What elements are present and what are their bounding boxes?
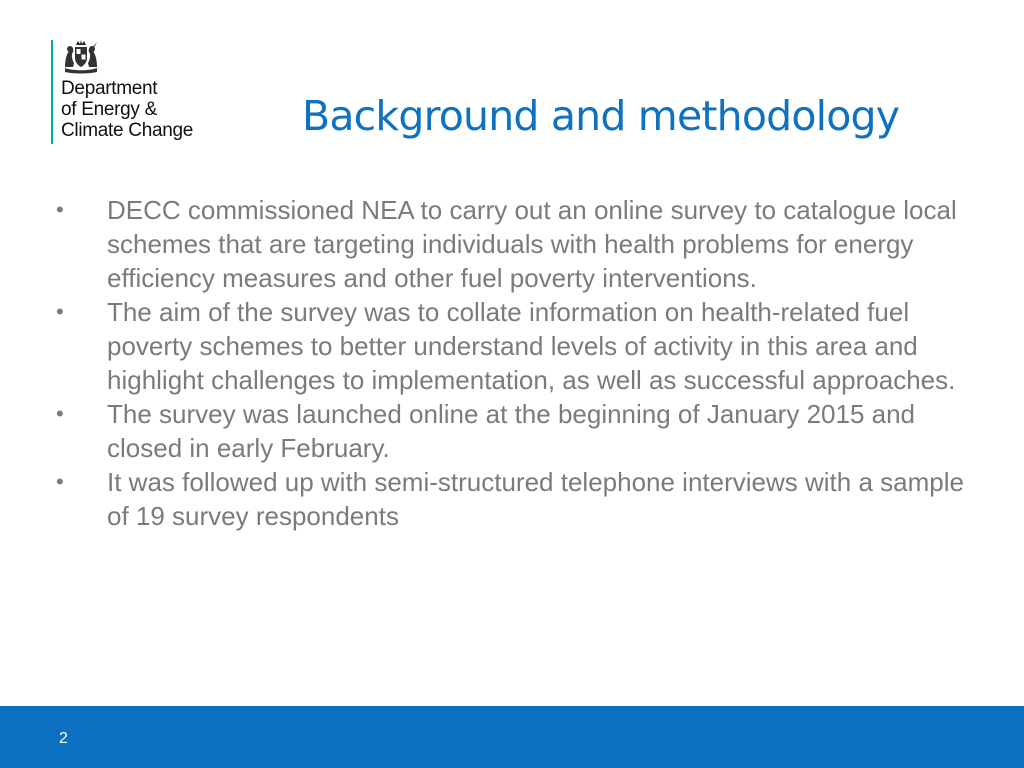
bullet-item	[0, 295, 1024, 397]
bullet-item	[0, 397, 1024, 465]
logo-divider	[51, 40, 53, 144]
bullet-text: The survey was launched online at the beginning of January 2015 and closed in early February.	[107, 399, 916, 463]
bullet-marker: •	[56, 197, 64, 222]
footer-bar	[0, 706, 1024, 768]
department-name-line: Department	[61, 78, 158, 99]
bullet-item	[0, 465, 1024, 533]
department-name-line: of Energy &	[61, 99, 157, 120]
bullet-list	[0, 193, 1024, 533]
bullet-marker: •	[56, 469, 64, 494]
slide-title: Background and methodology	[302, 92, 900, 140]
department-logo	[51, 40, 231, 144]
royal-coat-of-arms-icon	[59, 40, 103, 74]
department-name	[61, 78, 193, 141]
department-name-line: Climate Change	[61, 120, 194, 141]
page-number: 2	[59, 730, 68, 747]
bullet-marker: •	[56, 299, 64, 324]
bullet-text: It was followed up with semi-structured telephone interviews with a sample of 19 survey respondents	[107, 467, 964, 531]
bullet-text: The aim of the survey was to collate information on health-related fuel poverty schemes to better understand levels of activity in this area and highlight challenges to implementation, as well as successful approaches.	[107, 297, 956, 395]
bullet-marker: •	[56, 401, 64, 426]
bullet-text: DECC commissioned NEA to carry out an online survey to catalogue local schemes that are targeting individuals with health problems for energy efficiency measures and other fuel poverty interventions.	[107, 195, 957, 293]
bullet-item	[0, 193, 1024, 295]
